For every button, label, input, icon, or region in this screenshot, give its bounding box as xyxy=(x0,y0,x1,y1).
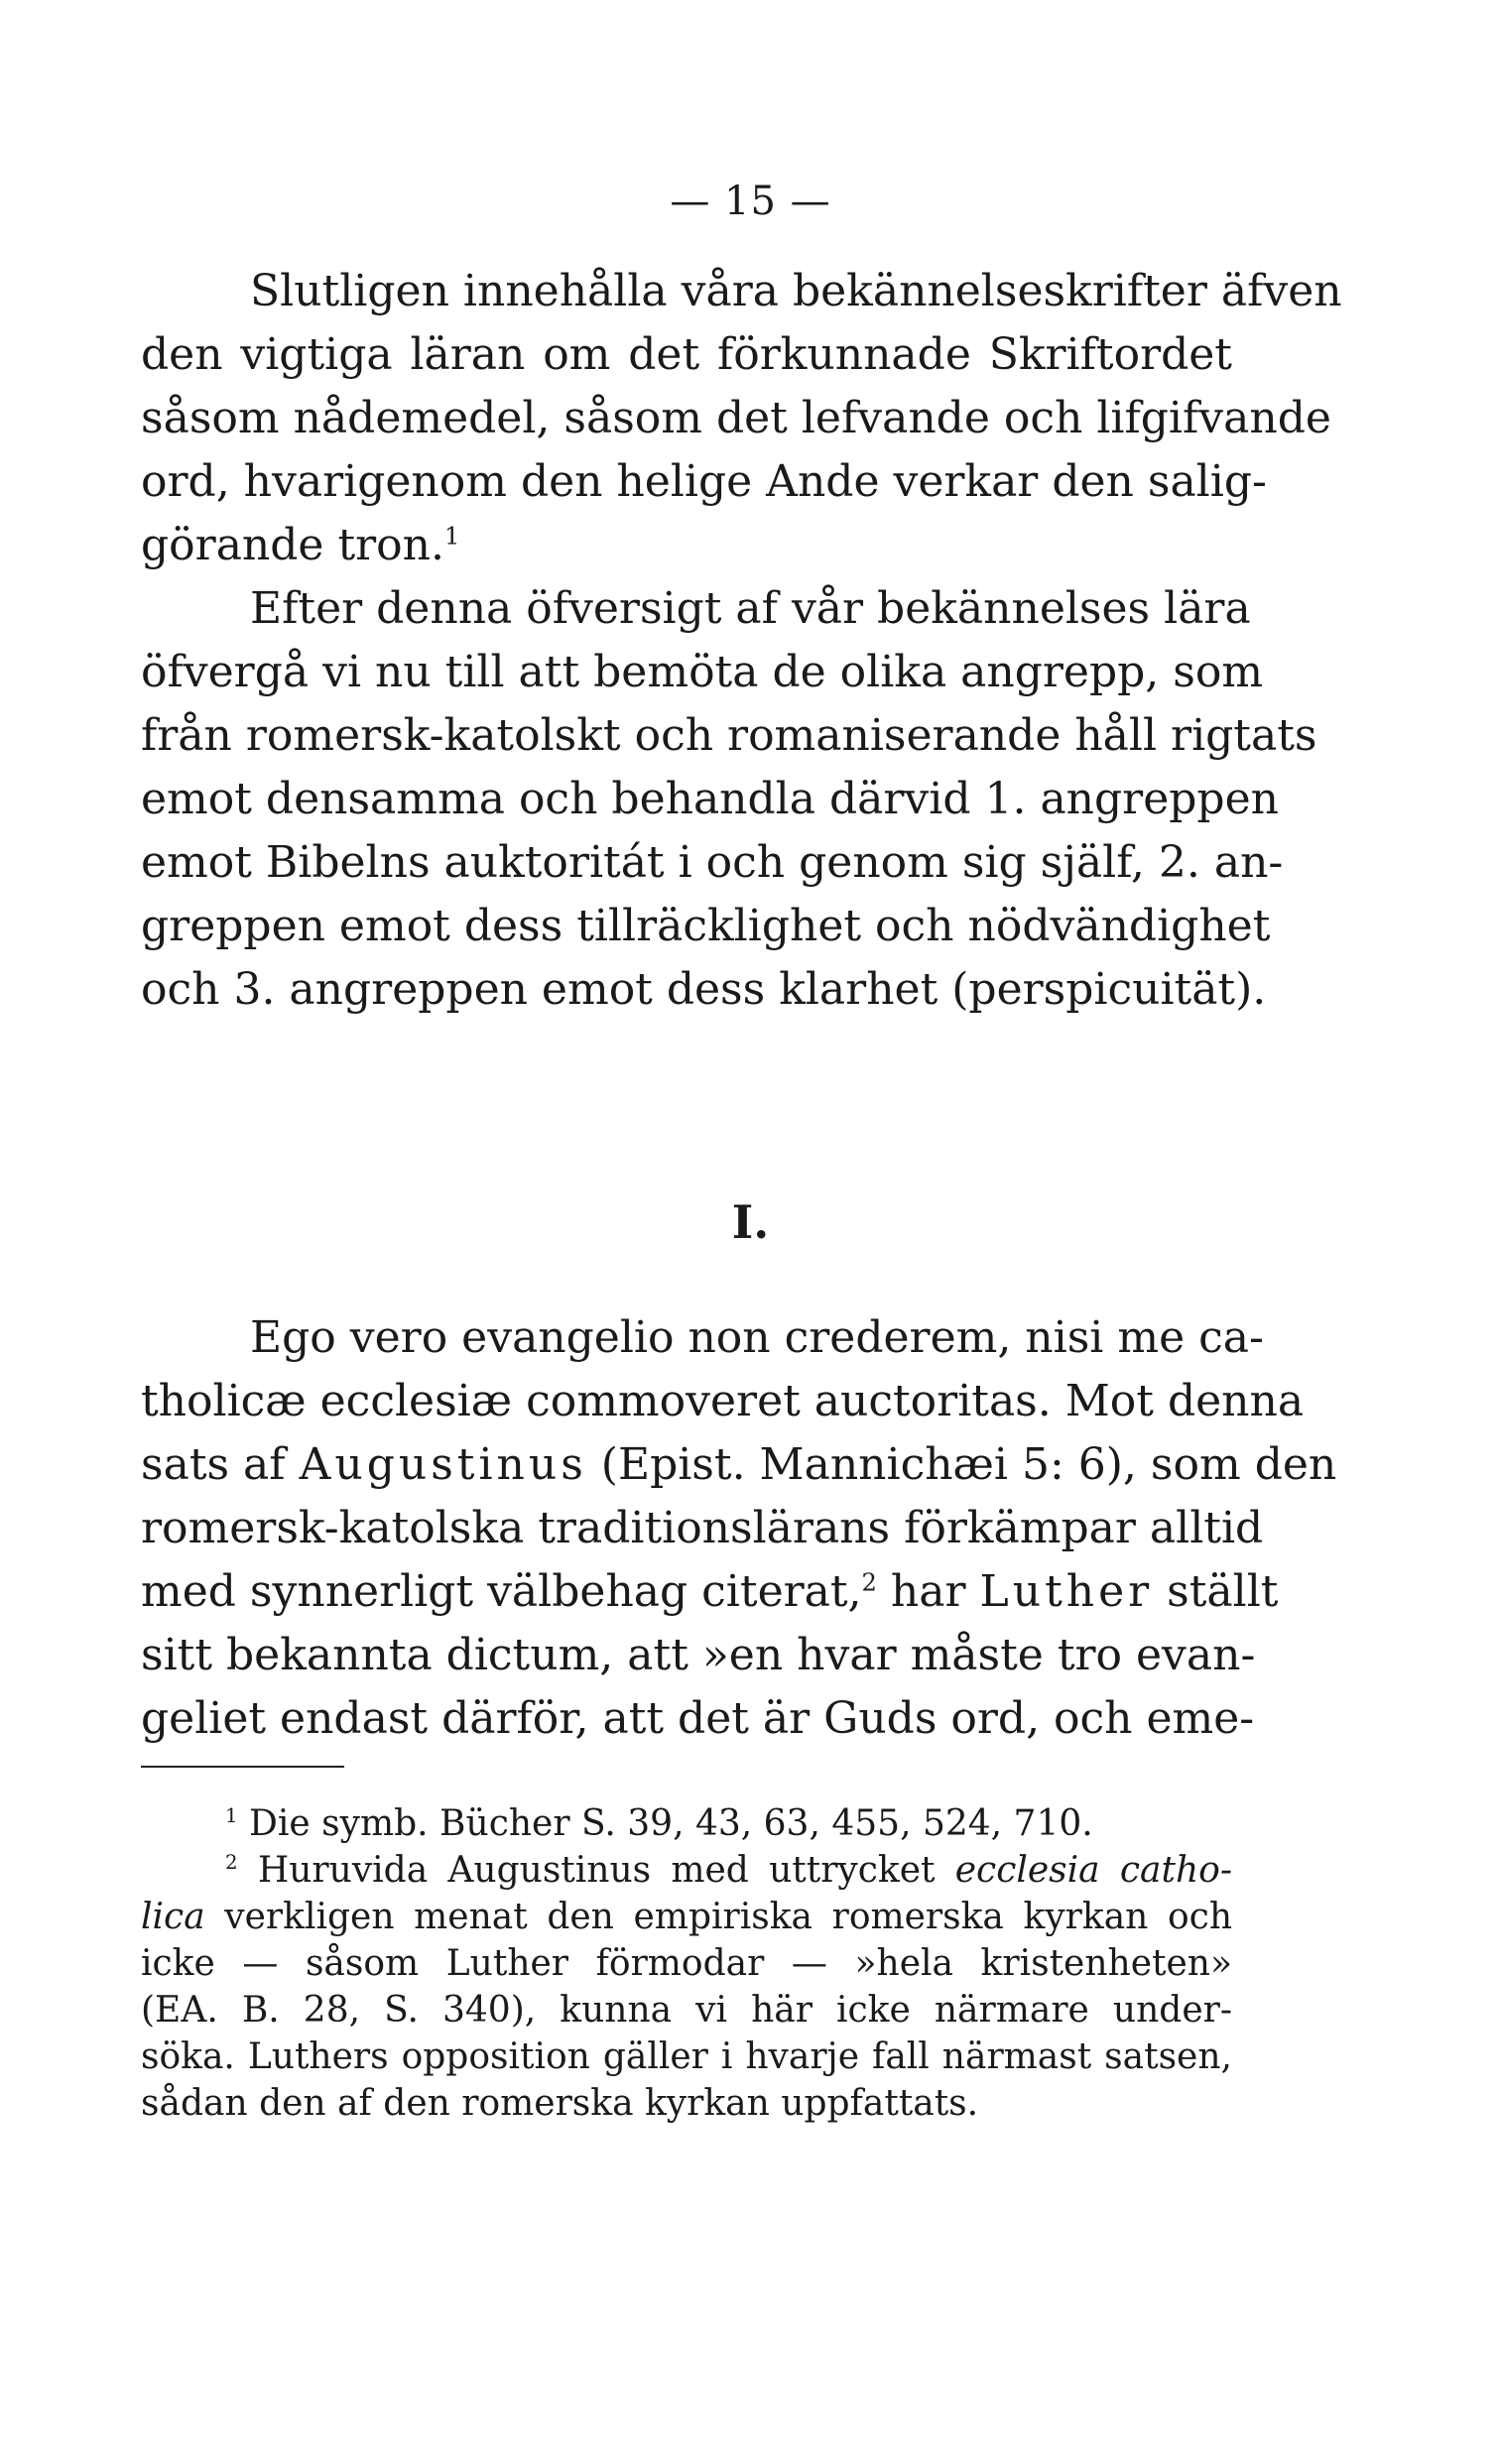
footnote-line: icke — såsom Luther förmodar — »hela kristenheten» xyxy=(141,1943,1232,1984)
footnote-marker: 1 xyxy=(225,1804,238,1827)
footnotes xyxy=(141,1800,1232,2127)
paragraph-bekannelseskrifter xyxy=(141,260,1342,577)
text-fragment: har xyxy=(876,1566,980,1617)
text-line: ord, hvarigenom den helige Ande verkar den salig- xyxy=(141,456,1267,507)
text-line: Efter denna öfversigt af vår bekännelses lära xyxy=(250,583,1251,634)
footnote-reference: 1 xyxy=(443,522,460,551)
footnote-2 xyxy=(141,1847,1232,1894)
text-line: Slutligen innehålla våra bekännelseskrifter äfven xyxy=(250,266,1342,316)
paragraph-angrepp xyxy=(141,577,1317,1022)
text-fragment: med synnerligt välbehag citerat, xyxy=(141,1566,862,1617)
text-line: emot densamma och behandla därvid 1. angreppen xyxy=(141,774,1279,824)
footnote-italic: ecclesia catho- xyxy=(954,1850,1232,1891)
footnote-text: Die symb. Bücher S. 39, 43, 63, 455, 524, 710. xyxy=(249,1803,1093,1844)
text-line xyxy=(141,514,1232,577)
author-name: Luther xyxy=(979,1566,1154,1617)
section-heading: I. xyxy=(731,1195,770,1249)
text-line: geliet endast därför, att det är Guds ord, och eme- xyxy=(141,1693,1255,1744)
text-line: öfvergå vi nu till att bemöta de olika angrepp, som xyxy=(141,647,1264,697)
text-line: och 3. angreppen emot dess klarhet (perspicuität). xyxy=(141,964,1267,1015)
text-line: emot Bibelns auktoritát i och genom sig själf, 2. an- xyxy=(141,837,1284,888)
footnote-italic: lica xyxy=(141,1897,205,1937)
text-line: den vigtiga läran om det förkunnade Skriftordet xyxy=(141,329,1232,380)
text-line: tholicæ ecclesiæ commoveret auctoritas. Mot denna xyxy=(141,1376,1305,1426)
page-number: — 15 — xyxy=(670,179,831,224)
footnote-marker: 2 xyxy=(225,1851,238,1874)
footnote-line: sådan den af den romerska kyrkan uppfattats. xyxy=(141,2083,979,2124)
text-line xyxy=(141,1433,1337,1497)
text-line: från romersk-katolskt och romaniserande håll rigtats xyxy=(141,710,1317,761)
footnote-text: verkligen menat den empiriska romerska kyrkan och xyxy=(204,1897,1232,1937)
footnote-line xyxy=(141,1894,1232,1940)
footnote-reference: 2 xyxy=(861,1568,877,1597)
paragraph-augustinus xyxy=(141,1306,1337,1751)
footnote-line: (EA. B. 28, S. 340), kunna vi här icke närmare under- xyxy=(141,1990,1232,2031)
footnote-line: söka. Luthers opposition gäller i hvarje fall närmast satsen, xyxy=(141,2036,1232,2077)
footnote-1 xyxy=(141,1800,1232,1847)
author-name: Augustinus xyxy=(299,1439,587,1490)
text-line xyxy=(141,1560,1279,1624)
text-fragment: görande tron. xyxy=(141,520,444,570)
text-line: romersk-katolska traditionslärans förkämpar alltid xyxy=(141,1503,1264,1553)
text-line: Ego vero evangelio non crederem, nisi me ca- xyxy=(250,1312,1264,1363)
text-line: sitt bekannta dictum, att »en hvar måste tro evan- xyxy=(141,1630,1256,1680)
text-fragment: ställt xyxy=(1153,1566,1279,1617)
text-fragment: (Epist. Mannichæi 5: 6), som den xyxy=(586,1439,1337,1490)
text-line: greppen emot dess tillräcklighet och nödvändighet xyxy=(141,901,1271,951)
text-line: såsom nådemedel, såsom det lefvande och lifgifvande xyxy=(141,393,1331,443)
text-fragment: sats af xyxy=(141,1439,300,1490)
footnote-text: Huruvida Augustinus med uttrycket xyxy=(257,1850,955,1891)
footnote-divider xyxy=(141,1766,344,1768)
